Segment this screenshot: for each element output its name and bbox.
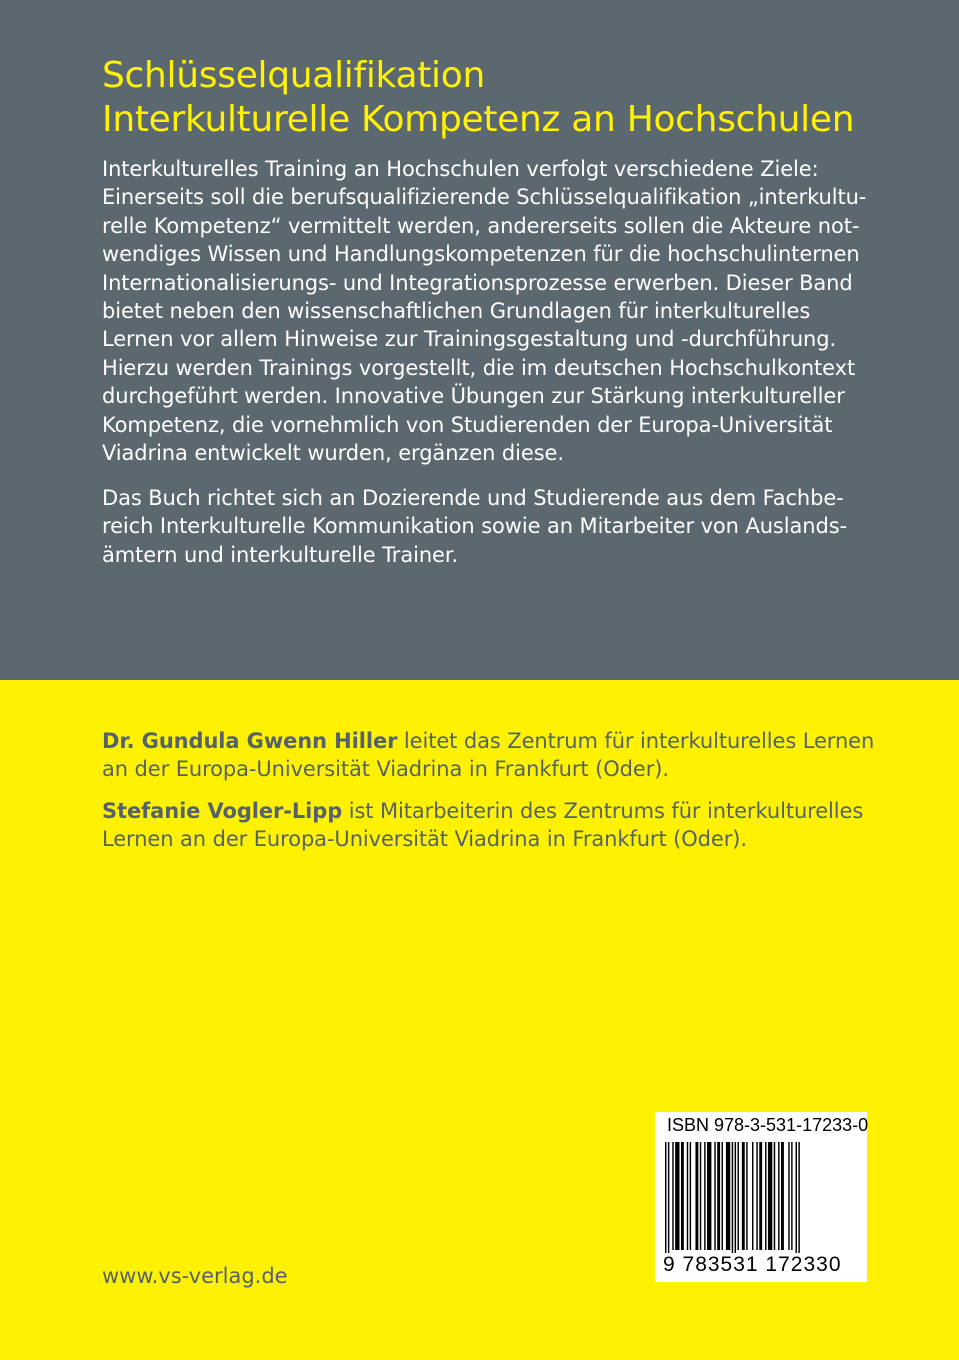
text-line: Hierzu werden Trainings vorgestellt, die im deutschen Hochschulkontext: [102, 355, 856, 380]
text-line: reich Interkulturelle Kommunikation sowie an Mitarbeiter von Auslands-: [102, 514, 848, 539]
text-line: wendiges Wissen und Handlungskompetenzen für die hochschulinternen: [102, 242, 860, 267]
publisher-website[interactable]: www.vs-verlag.de: [102, 1264, 288, 1288]
description-paragraph-2: [102, 484, 862, 569]
text-line: relle Kompetenz“ vermittelt werden, andererseits sollen die Akteure not-: [102, 213, 860, 238]
text-line: Einerseits soll die berufsqualifizierende Schlüsselqualifikation „interkultu-: [102, 185, 867, 210]
text-line: ämtern und interkulturelle Trainer.: [102, 542, 459, 567]
description-paragraph-1: [102, 155, 867, 467]
book-title: [102, 54, 854, 142]
author-bio-text: leitet das Zentrum für interkulturelles Lernen: [397, 729, 875, 753]
text-line: durchgeführt werden. Innovative Übungen zur Stärkung interkultureller: [102, 384, 845, 409]
author-name: Dr. Gundula Gwenn Hiller: [102, 729, 398, 753]
isbn-barcode: [655, 1112, 867, 1282]
title-line-1: Schlüsselqualifikation: [102, 55, 485, 96]
text-line: Internationalisierungs- und Integrationsprozesse erwerben. Dieser Band: [102, 270, 853, 295]
text-line: Kompetenz, die vornehmlich von Studierenden der Europa-Universität: [102, 412, 833, 437]
text-line: Lernen vor allem Hinweise zur Trainingsgestaltung und -durchführung.: [102, 327, 837, 352]
text-line: Interkulturelles Training an Hochschulen verfolgt verschiedene Ziele:: [102, 157, 819, 181]
text-line: Viadrina entwickelt wurden, ergänzen diese.: [102, 441, 564, 466]
author-bio-text: ist Mitarbeiterin des Zentrums für interkulturelles: [342, 799, 864, 823]
author-name: Stefanie Vogler-Lipp: [102, 799, 343, 823]
text-line: bietet neben den wissenschaftlichen Grundlagen für interkulturelles: [102, 299, 811, 324]
author-bio-text: Lernen an der Europa-Universität Viadrina in Frankfurt (Oder).: [102, 827, 747, 852]
isbn-digits: 9 783531 172330: [663, 1253, 842, 1276]
text-line: Das Buch richtet sich an Dozierende und Studierende aus dem Fachbe-: [102, 486, 844, 510]
author-bio-1: [102, 727, 875, 784]
author-bio-text: an der Europa-Universität Viadrina in Frankfurt (Oder).: [102, 757, 669, 782]
barcode-bars-icon: [665, 1142, 857, 1262]
title-line-2: Interkulturelle Kompetenz an Hochschulen: [102, 99, 855, 140]
author-bio-2: [102, 797, 862, 854]
isbn-label: ISBN 978-3-531-17233-0: [667, 1115, 869, 1135]
